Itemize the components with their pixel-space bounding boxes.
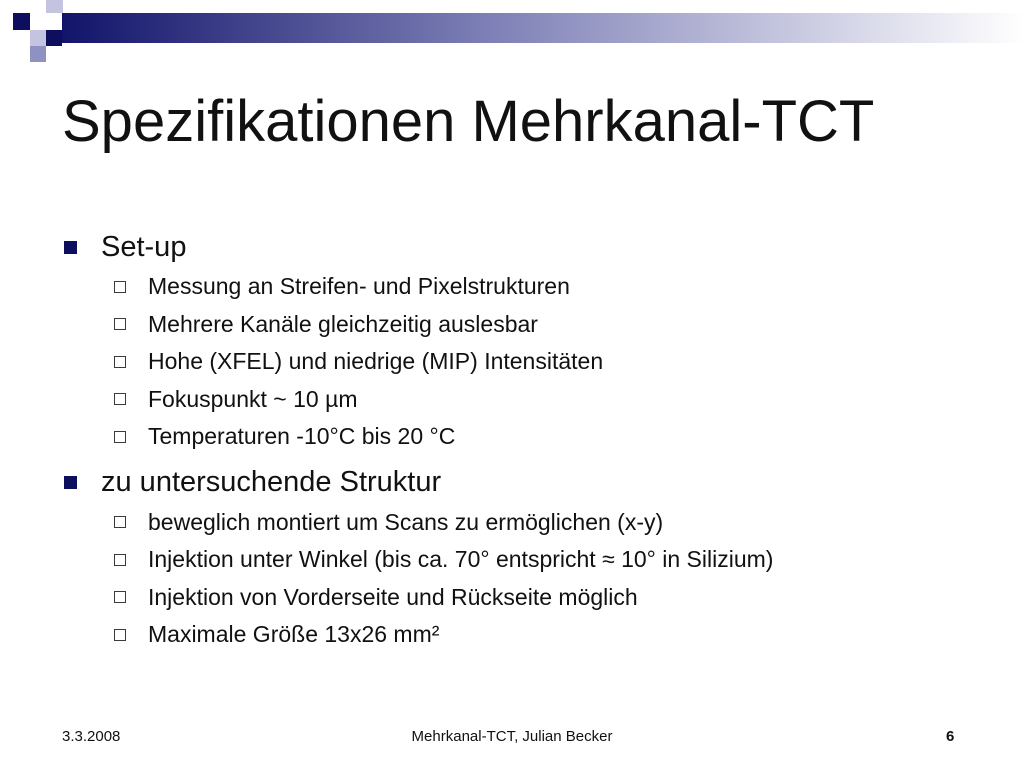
hollow-square-bullet-icon	[114, 431, 126, 443]
bullet-level2	[62, 418, 1002, 456]
hollow-square-bullet-icon	[114, 554, 126, 566]
footer-date: 3.3.2008	[62, 728, 121, 745]
bullet-text: beweglich montiert um Scans zu ermöglichen (x-y)	[148, 508, 664, 535]
section-setup	[62, 226, 1002, 456]
bullet-level2	[62, 616, 1002, 654]
section-heading: zu untersuchende Struktur	[101, 466, 442, 498]
deco-square	[46, 30, 62, 46]
bullet-level2	[62, 504, 1002, 542]
slide-body	[62, 226, 1002, 660]
bullet-level2	[62, 343, 1002, 381]
bullet-text: Maximale Größe 13x26 mm²	[148, 621, 440, 648]
bullet-level2	[62, 541, 1002, 579]
square-bullet-icon	[64, 476, 77, 489]
bullet-level1	[62, 462, 1002, 504]
deco-square	[46, 0, 63, 13]
bullet-level1	[62, 226, 1002, 268]
header-gradient-bar	[62, 13, 1024, 43]
hollow-square-bullet-icon	[114, 516, 126, 528]
hollow-square-bullet-icon	[114, 393, 126, 405]
section-structure	[62, 462, 1002, 654]
bullet-text: Fokuspunkt ~ 10 µm	[148, 385, 358, 412]
bullet-text: Hohe (XFEL) und niedrige (MIP) Intensitäten	[148, 348, 604, 375]
bullet-text: Messung an Streifen- und Pixelstrukturen	[148, 273, 570, 300]
bullet-text: Mehrere Kanäle gleichzeitig auslesbar	[148, 310, 538, 337]
hollow-square-bullet-icon	[114, 356, 126, 368]
deco-square	[30, 30, 46, 46]
bullet-level2	[62, 381, 1002, 419]
deco-square	[13, 13, 30, 30]
footer-author: Mehrkanal-TCT, Julian Becker	[411, 728, 613, 745]
bullet-text: Injektion von Vorderseite und Rückseite möglich	[148, 583, 638, 610]
hollow-square-bullet-icon	[114, 281, 126, 293]
bullet-level2	[62, 579, 1002, 617]
section-heading: Set-up	[101, 230, 187, 263]
hollow-square-bullet-icon	[114, 591, 126, 603]
bullet-level2	[62, 306, 1002, 344]
slide-title: Spezifikationen Mehrkanal-TCT	[62, 89, 875, 154]
bullet-text: Injektion unter Winkel (bis ca. 70° entspricht ≈ 10° in Silizium)	[148, 546, 774, 573]
bullet-level2	[62, 268, 1002, 306]
hollow-square-bullet-icon	[114, 629, 126, 641]
header-decoration	[0, 0, 1024, 64]
page-number: 6	[946, 728, 955, 745]
square-bullet-icon	[64, 241, 77, 254]
bullet-text: Temperaturen -10°C bis 20 °C	[148, 423, 456, 450]
deco-square	[30, 46, 46, 62]
hollow-square-bullet-icon	[114, 318, 126, 330]
